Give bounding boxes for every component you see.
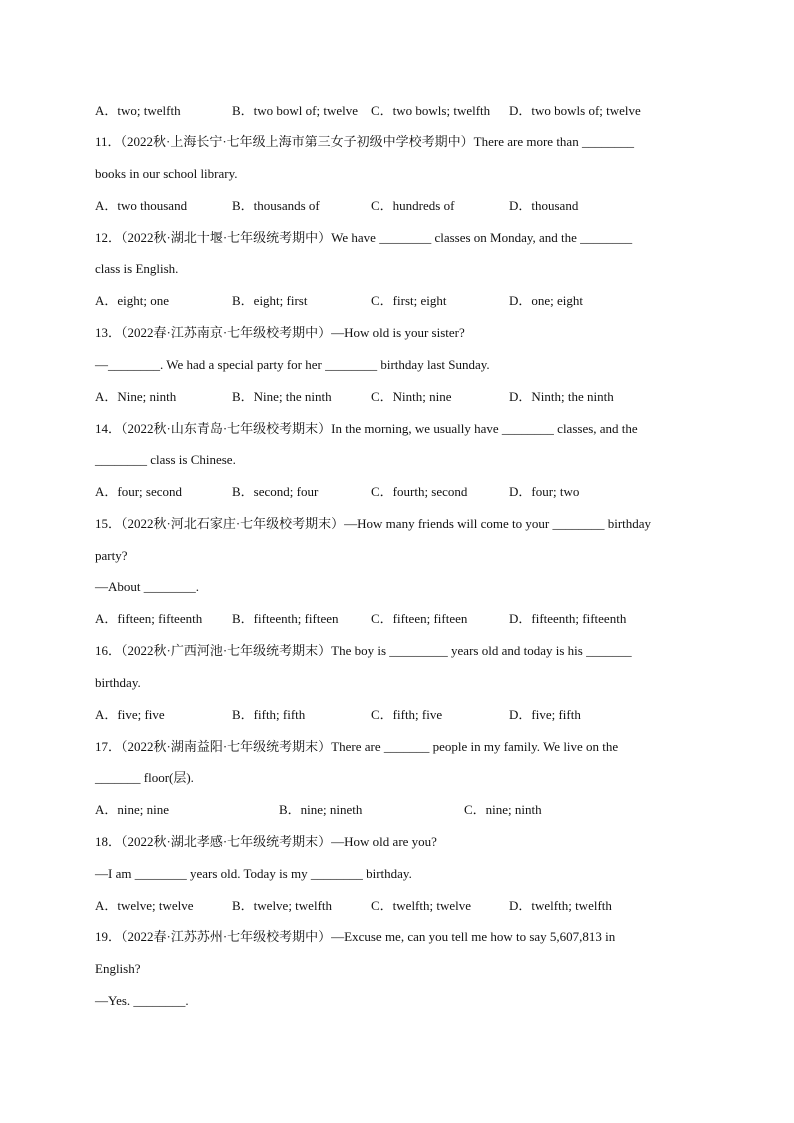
option-b: B．nine; nineth — [279, 802, 363, 817]
option-b: B．eight; first — [232, 293, 308, 308]
option-a: A．two; twelfth — [95, 103, 181, 118]
option-c: C．fifteen; fifteen — [371, 611, 468, 626]
question-11-stem: 11．（2022秋·上海长宁·七年级上海市第三女子初级中学校考期中）There are more than ________ — [95, 134, 634, 149]
option-d: D．two bowls of; twelve — [509, 103, 641, 118]
question-16-stem-cont: birthday. — [95, 675, 141, 690]
option-c: C．first; eight — [371, 293, 447, 308]
question-16-stem: 16．（2022秋·广西河池·七年级统考期末）The boy is _________ years old and today is his _______ — [95, 643, 632, 658]
question-15-stem-cont: party? — [95, 548, 128, 563]
option-d: D．twelfth; twelfth — [509, 898, 612, 913]
option-c: C．twelfth; twelve — [371, 898, 472, 913]
option-a: A．two thousand — [95, 198, 188, 213]
question-19-answer-line: —Yes. ________. — [95, 993, 189, 1008]
question-11-stem-cont: books in our school library. — [95, 166, 238, 181]
question-17-stem-cont: _______ floor(层). — [95, 770, 194, 785]
option-a: A．Nine; ninth — [95, 389, 177, 404]
question-12-stem-cont: class is English. — [95, 261, 179, 276]
option-a: A．nine; nine — [95, 802, 170, 817]
option-b: B．fifth; fifth — [232, 707, 306, 722]
option-d: D．fifteenth; fifteenth — [509, 611, 627, 626]
option-c: C．nine; ninth — [464, 802, 542, 817]
question-18-stem-cont: —I am ________ years old. Today is my ________ birthday. — [95, 866, 412, 881]
question-13-stem-cont: —________. We had a special party for her ________ birthday last Sunday. — [95, 357, 490, 372]
option-d: D．thousand — [509, 198, 579, 213]
question-14-stem: 14．（2022秋·山东青岛·七年级校考期末）In the morning, we usually have ________ classes, and the — [95, 421, 638, 436]
option-c: C．two bowls; twelfth — [371, 103, 491, 118]
option-a: A．four; second — [95, 484, 183, 499]
question-14-stem-cont: ________ class is Chinese. — [95, 452, 236, 467]
option-b: B．Nine; the ninth — [232, 389, 332, 404]
option-b: B．two bowl of; twelve — [232, 103, 359, 118]
option-b: B．twelve; twelfth — [232, 898, 333, 913]
option-a: A．twelve; twelve — [95, 898, 194, 913]
question-12-stem: 12．（2022秋·湖北十堰·七年级统考期中）We have ________ classes on Monday, and the ________ — [95, 230, 633, 245]
option-b: B．fifteenth; fifteen — [232, 611, 339, 626]
option-a: A．eight; one — [95, 293, 170, 308]
question-19-stem: 19．（2022春·江苏苏州·七年级校考期中）—Excuse me, can you tell me how to say 5,607,813 in — [95, 929, 616, 944]
question-15-answer-line: —About ________. — [95, 579, 199, 594]
option-d: D．five; fifth — [509, 707, 581, 722]
option-b: B．second; four — [232, 484, 319, 499]
option-c: C．fourth; second — [371, 484, 468, 499]
option-d: D．four; two — [509, 484, 580, 499]
question-15-stem: 15．（2022秋·河北石家庄·七年级校考期末）—How many friends will come to your ________ birthday — [95, 516, 652, 531]
question-17-stem: 17．（2022秋·湖南益阳·七年级统考期末）There are _______ people in my family. We live on the — [95, 739, 619, 754]
option-b: B．thousands of — [232, 198, 320, 213]
question-19-stem-cont: English? — [95, 961, 141, 976]
option-d: D．one; eight — [509, 293, 584, 308]
question-18-stem: 18．（2022秋·湖北孝感·七年级统考期末）—How old are you? — [95, 834, 437, 849]
option-c: C．hundreds of — [371, 198, 455, 213]
option-c: C．Ninth; nine — [371, 389, 452, 404]
option-a: A．fifteen; fifteenth — [95, 611, 203, 626]
option-d: D．Ninth; the ninth — [509, 389, 614, 404]
option-a: A．five; five — [95, 707, 165, 722]
option-c: C．fifth; five — [371, 707, 443, 722]
question-13-stem: 13．（2022春·江苏南京·七年级校考期中）—How old is your sister? — [95, 325, 465, 340]
